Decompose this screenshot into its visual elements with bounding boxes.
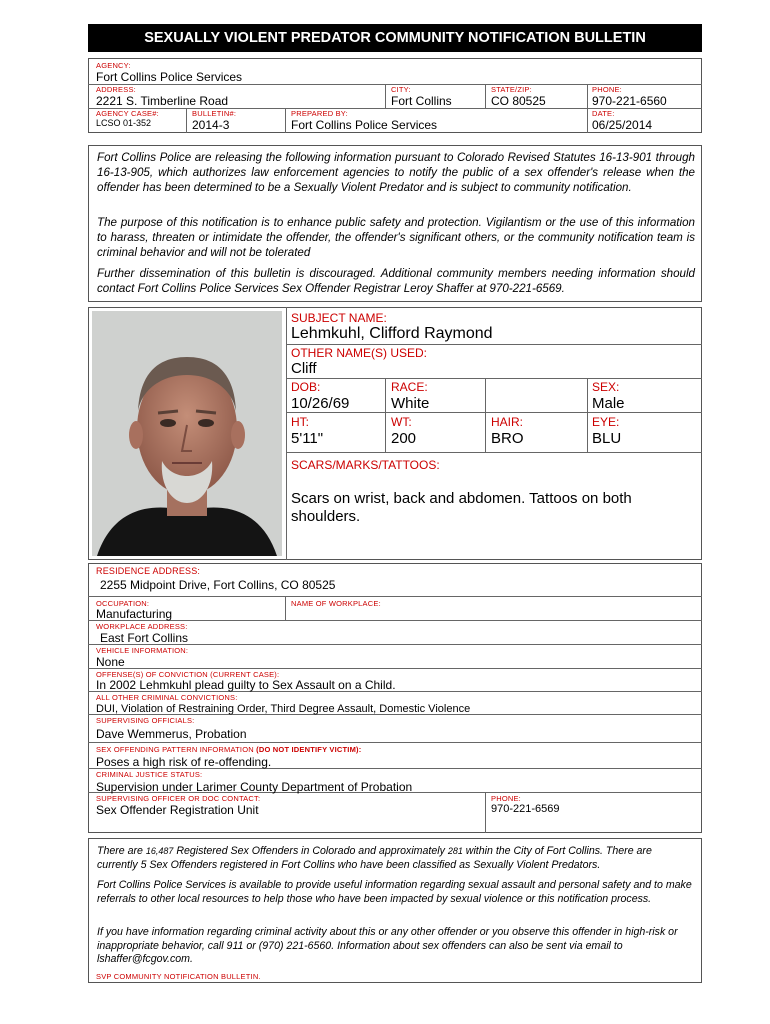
residence-value: 2255 Midpoint Drive, Fort Collins, CO 80525	[100, 578, 336, 592]
other-names-label: OTHER NAME(S) USED:	[291, 346, 428, 360]
occupation-value: Manufacturing	[96, 607, 173, 621]
height-label: HT:	[291, 415, 309, 429]
contact-phone-value: 970-221-6569	[491, 803, 560, 815]
supervising-value: Dave Wemmerus, Probation	[96, 727, 247, 741]
workplace-name-label: NAME OF WORKPLACE:	[291, 599, 381, 608]
footer-paragraph-2: Fort Collins Police Services is available to provide useful information regarding sexual assault and personal safety and to make referrals to other local resources to help those who have been impacted by sexual violence or this notification process.	[97, 879, 692, 905]
scars-label: SCARS/MARKS/TATTOOS:	[291, 458, 440, 472]
phone-value: 970-221-6560	[592, 94, 667, 108]
dob-label: DOB:	[291, 380, 321, 394]
pattern-label: SEX OFFENDING PATTERN INFORMATION (DO NOT IDENTIFY VICTIM):	[96, 745, 362, 754]
eye-value: BLU	[592, 430, 622, 447]
eye-label: EYE:	[592, 415, 620, 429]
bulletin-title: SEXUALLY VIOLENT PREDATOR COMMUNITY NOTIFICATION BULLETIN	[88, 24, 702, 52]
sex-label: SEX:	[592, 380, 620, 394]
statezip-value: CO 80525	[491, 94, 546, 108]
date-label: DATE:	[592, 109, 615, 118]
contact-value: Sex Offender Registration Unit	[96, 803, 259, 817]
vehicle-value: None	[96, 655, 125, 669]
hair-label: HAIR:	[491, 415, 524, 429]
prepared-label: PREPARED BY:	[291, 109, 348, 118]
dob-value: 10/26/69	[291, 395, 350, 412]
case-label: AGENCY CASE#:	[96, 109, 159, 118]
bulletin-value: 2014-3	[192, 118, 230, 132]
mugshot-photo	[92, 311, 282, 556]
city-label: CITY:	[391, 85, 411, 94]
address-value: 2221 S. Timberline Road	[96, 94, 229, 108]
footer-caption: SVP COMMUNITY NOTIFICATION BULLETIN.	[96, 972, 261, 981]
statezip-label: STATE/ZIP:	[491, 85, 532, 94]
hair-value: BRO	[491, 430, 524, 447]
prepared-value: Fort Collins Police Services	[291, 118, 438, 132]
other-convictions-label: ALL OTHER CRIMINAL CONVICTIONS:	[96, 693, 238, 702]
contact-label: SUPERVISING OFFICER OR DOC CONTACT:	[96, 794, 261, 803]
subject-name-value: Lehmkuhl, Clifford Raymond	[291, 325, 493, 342]
subject-name-label: SUBJECT NAME:	[291, 311, 387, 325]
date-value: 06/25/2014	[592, 118, 653, 132]
city-value: Fort Collins	[391, 94, 452, 108]
supervising-label: SUPERVISING OFFICIALS:	[96, 716, 195, 725]
phone-label: PHONE:	[592, 85, 622, 94]
cj-status-value: Supervision under Larimer County Department of Probation	[96, 780, 413, 794]
intro-paragraph-2: The purpose of this notification is to enhance public safety and protection. Vigilantism or the use of this information to harass, threaten or intimidate the offender, the offender's significant others, or the community notification team is criminal behavior and will not be tolerated	[97, 216, 695, 259]
weight-label: WT:	[391, 415, 412, 429]
residence-label: RESIDENCE ADDRESS:	[96, 566, 201, 576]
other-convictions-value: DUI, Violation of Restraining Order, Third Degree Assault, Domestic Violence	[96, 703, 471, 715]
offense-value: In 2002 Lehmkuhl plead guilty to Sex Assault on a Child.	[96, 678, 396, 692]
vehicle-label: VEHICLE INFORMATION:	[96, 646, 189, 655]
workplace-address-label: WORKPLACE ADDRESS:	[96, 622, 188, 631]
other-names-value: Cliff	[291, 360, 317, 377]
agency-value: Fort Collins Police Services	[96, 70, 243, 84]
address-label: ADDRESS:	[96, 85, 136, 94]
scars-value: Scars on wrist, back and abdomen. Tattoos on both shoulders.	[291, 490, 632, 525]
weight-value: 200	[391, 430, 417, 447]
footer-paragraph-3: If you have information regarding criminal activity about this or any other offender or you observe this offender in high-risk or inappropriate behavior, call 911 or (970) 221-6560. Information about sex offenders can also be sent via email to lshaffer@fcgov.com.	[97, 926, 678, 965]
cj-status-label: CRIMINAL JUSTICE STATUS:	[96, 770, 203, 779]
offense-label: OFFENSE(S) OF CONVICTION (CURRENT CASE):	[96, 670, 280, 679]
race-value: White	[391, 395, 430, 412]
occupation-label: OCCUPATION:	[96, 599, 150, 608]
workplace-address-value: East Fort Collins	[100, 631, 189, 645]
contact-phone-label: PHONE:	[491, 794, 521, 803]
intro-paragraph-1: Fort Collins Police are releasing the following information pursuant to Colorado Revised Statutes 16-13-901 through 16-13-905, which authorizes law enforcement agencies to notify the public of a sex offender's release when the offender has been determined to be a Sexually Violent Predator and is subject to community notification.	[97, 151, 695, 194]
bulletin-label: BULLETIN#:	[192, 109, 237, 118]
intro-paragraph-3: Further dissemination of this bulletin is discouraged. Additional community members needing information should contact Fort Collins Police Services Sex Offender Registrar Leroy Shaffer at 970-221-6569.	[97, 267, 695, 295]
sex-value: Male	[592, 395, 625, 412]
footer-paragraph-1: There are 16,487 Registered Sex Offenders in Colorado and approximately 281 within the City of Fort Collins. There are currently 5 Sex Offenders registered in Fort Collins who have been classified as Sexually Violent Predators.	[97, 845, 652, 871]
height-value: 5'11"	[291, 430, 324, 447]
race-label: RACE:	[391, 380, 428, 394]
agency-label: AGENCY:	[96, 61, 131, 70]
pattern-value: Poses a high risk of re-offending.	[96, 755, 272, 769]
case-value: LCSO 01-352	[96, 118, 152, 128]
